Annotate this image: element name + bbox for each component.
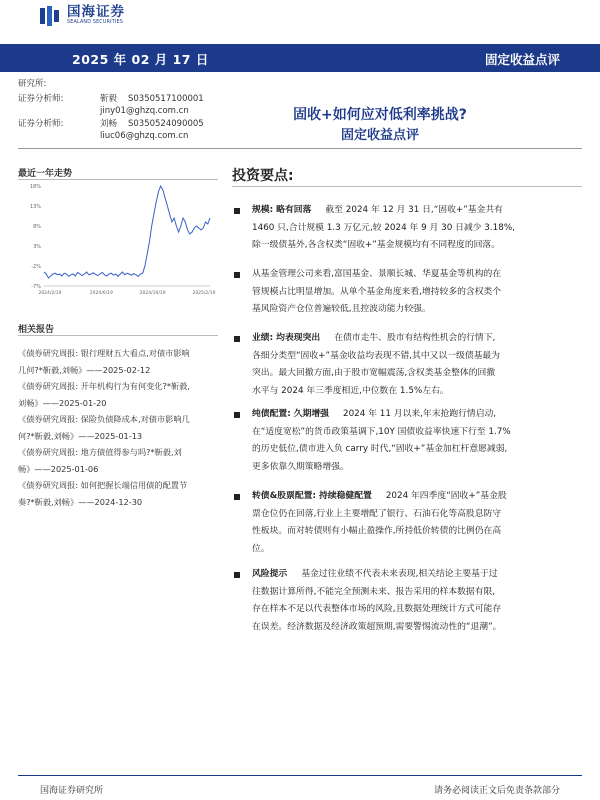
point-text: 1460 只,合计规模 1.3 万亿元,较 2024 年 9 月 30 日减少 3.18%, (252, 222, 516, 233)
trend-line (44, 186, 210, 278)
point-line (252, 488, 582, 506)
point-text: 基金过往业绩不代表未来表现,相关结论主要基于过 (301, 569, 498, 579)
point-text: 除一级债基外,各含权类“固收+”基金规模均有不同程度的回落。 (252, 240, 501, 250)
point-convertible-stock (252, 488, 582, 558)
bullet-icon (232, 488, 248, 504)
report-link-line[interactable]: 《债券研究周报: 如何把握长端信用债的配置节 (18, 480, 188, 490)
trend-chart-svg (18, 178, 218, 306)
analyst-email[interactable]: jiny01@ghzq.com.cn (100, 106, 189, 116)
footer-divider (18, 775, 582, 776)
y-tick-label: 3% (33, 244, 41, 250)
analyst-label: 证券分析师: (18, 119, 64, 129)
point-text: 2024 年四季度“固收+”基金股 (385, 491, 507, 501)
point-heading: 转债&股票配置: 持续稳健配置 (252, 491, 372, 501)
point-text: 突出。最大回撤方面,由于股市宽幅震荡,含权类基金整体的回撤 (252, 368, 496, 378)
point-text: 管规模占比明显增加。从单个基金角度来看,增持较多的含权类个 (252, 286, 502, 297)
point-text: 基风险资产仓位普遍较低,且控波动能力较强。 (252, 304, 431, 314)
point-line (252, 202, 582, 220)
analyst-name: 靳毅 (100, 94, 118, 104)
related-reports-list (18, 345, 218, 510)
x-tick-label: 2024/6/19 (89, 291, 113, 296)
point-performance (252, 330, 582, 400)
section-divider (232, 186, 582, 187)
report-link-line[interactable]: 何?*靳毅,刘畅》——2025-01-13 (18, 430, 143, 441)
point-text: 的历史低位,债市进入负 carry 时代,“固收+”基金加杠杆意愿减弱, (252, 444, 508, 454)
header-banner (0, 44, 600, 72)
report-title: 固收+如何应对低利率挑战? (293, 107, 467, 123)
report-link-line[interactable]: 《债券研究周报: 保险负债降成本,对债市影响几 (18, 414, 190, 424)
logo-cn-text: 国海证券 (67, 3, 125, 20)
point-text: 往数据计算所得,不能完全预测未来、报告采用的样本数据有限, (252, 586, 496, 597)
logo-mark-icon (40, 6, 62, 26)
point-text: 各细分类型“固收+”基金收益均表现不错,其中又以一级债基最为 (252, 350, 501, 361)
bullet-icon (232, 330, 248, 346)
analyst-row-2 (18, 118, 204, 130)
point-scale (252, 202, 582, 255)
point-text: 更多依靠久期策略增强。 (252, 461, 349, 472)
x-tick-label: 2024/2/19 (38, 291, 62, 296)
related-divider (18, 335, 218, 336)
point-text: 水平与 2024 年三季度相近,中位数在 1.5%左右。 (252, 385, 449, 396)
analyst-cert: S0350517100001 (128, 94, 204, 104)
trend-title: 最近一年走势 (18, 169, 73, 179)
report-link-line[interactable]: 《债券研究周报: 银行理财五大看点,对债市影响 (18, 348, 190, 358)
footer-institute: 国海证券研究所 (40, 786, 104, 796)
logo-en-text: SEALAND SECURITIES (67, 20, 123, 26)
report-link-line[interactable]: 《债券研究周报: 地方债值得参与吗?*靳毅,刘 (18, 447, 182, 457)
bullet-icon (232, 566, 248, 582)
bullet-icon (232, 202, 248, 218)
report-type: 固定收益点评 (484, 52, 560, 67)
related-reports-title: 相关报告 (18, 325, 55, 335)
point-heading: 业绩: 均表现突出 (252, 333, 321, 343)
point-text: 票仓位仍在回落,行业上主要增配了银行、石油石化等高股息防守 (252, 508, 502, 519)
point-text: 性板块。而对转债则有小幅止盈操作,所持低价转债的比例仍在高 (252, 526, 502, 536)
point-line (252, 330, 582, 348)
point-risk (252, 566, 582, 636)
point-heading: 风险提示 (252, 569, 288, 579)
footer-disclaimer: 请务必阅读正文后免责条款部分 (433, 786, 560, 796)
report-link-line[interactable]: 几何?*靳毅,刘畅》——2025-02-12 (18, 364, 151, 375)
point-text: 从基金管理公司来看,富国基金、景顺长城、华夏基金等机构的在 (252, 269, 502, 279)
trend-chart (18, 178, 218, 306)
header-divider (18, 148, 582, 149)
y-tick-label: 18% (29, 184, 41, 190)
y-tick-label: 13% (29, 204, 41, 210)
bullet-icon (232, 406, 248, 422)
investment-points-title: 投资要点: (232, 168, 294, 184)
report-link-line[interactable]: 奏?*靳毅,刘畅》——2024-12-30 (18, 496, 143, 507)
analyst-name: 刘畅 (100, 119, 118, 129)
report-link-line[interactable]: 刘畅》——2025-01-20 (18, 397, 107, 408)
analyst-label: 证券分析师: (18, 94, 64, 104)
y-tick-label: -2% (31, 264, 41, 270)
analyst-cert: S0350524090005 (128, 119, 204, 129)
x-tick-label: 2025/2/19 (192, 291, 216, 296)
point-text: 存在样本不足以代表整体市场的风险,且数据处理统计方式可能存 (252, 604, 502, 614)
point-text: 在债市走牛、股市有结构性机会的行情下, (334, 333, 496, 343)
point-line (252, 406, 582, 424)
report-date: 2025 年 02 月 17 日 (72, 52, 209, 67)
company-logo (40, 4, 158, 28)
point-text: 2024 年 11 月以来,年末抢跑行情启动, (342, 409, 497, 419)
point-text: 位。 (252, 543, 270, 554)
analyst-email[interactable]: liuc06@ghzq.com.cn (100, 131, 189, 141)
point-line (252, 566, 582, 584)
research-label: 研究所: (18, 79, 47, 89)
point-heading: 规模: 略有回落 (252, 205, 312, 215)
report-subtitle: 固定收益点评 (340, 128, 419, 143)
bullet-icon (232, 266, 248, 282)
point-heading: 纯债配置: 久期增强 (252, 409, 329, 419)
report-link-line[interactable]: 畅》——2025-01-06 (18, 463, 99, 474)
point-text: 在误差。经济数据及经济政策超预期,需要警惕流动性的“退潮”。 (252, 621, 502, 632)
analyst-row-1 (18, 93, 204, 105)
point-managers (252, 266, 582, 319)
report-link-line[interactable]: 《债券研究周报: 开年机构行为有何变化?*靳毅, (18, 381, 190, 391)
point-text: 截至 2024 年 12 月 31 日,“固收+”基金共有 (325, 205, 503, 215)
point-bond-allocation (252, 406, 582, 476)
point-text: 在“适度宽松”的货币政策基调下,10Y 国债收益率快速下行至 1.7% (252, 426, 511, 437)
x-tick-label: 2024/10/19 (139, 291, 166, 296)
y-tick-label: 8% (33, 224, 41, 230)
y-tick-label: -7% (31, 284, 41, 290)
